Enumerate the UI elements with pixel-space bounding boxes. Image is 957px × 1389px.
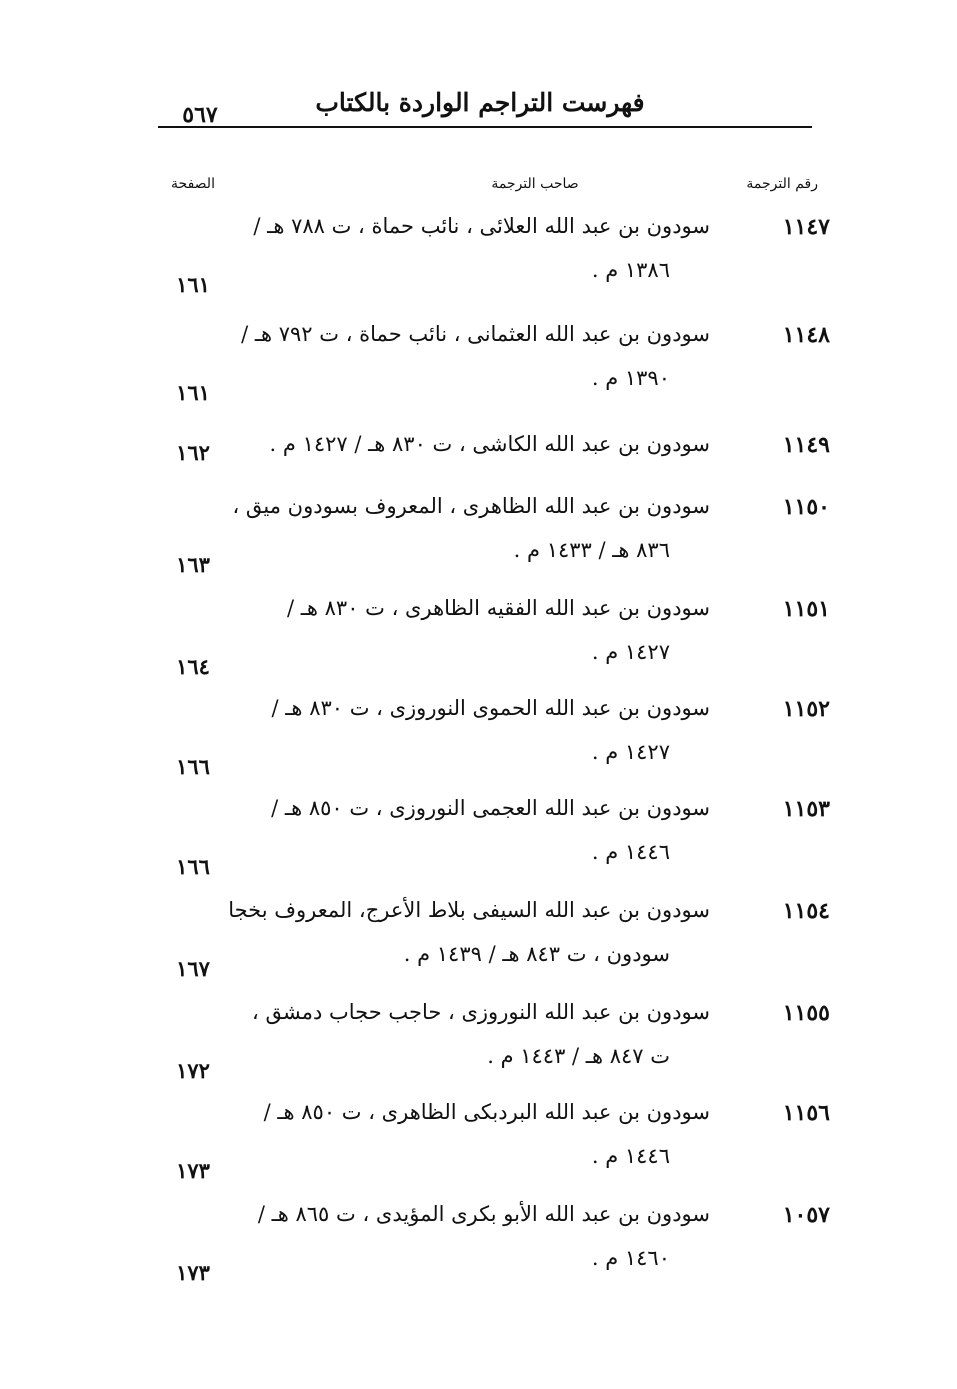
entry-name-line2: ١٤٤٦ م . <box>591 840 670 864</box>
entry-name-line2: ت ٨٤٧ هـ / ١٤٤٣ م . <box>487 1044 670 1068</box>
entry-name-line1: سودون بن عبد الله الظاهرى ، المعروف بسودون ميق ، <box>232 494 710 518</box>
entry-row <box>150 898 830 994</box>
entry-number: ١١٥٤ <box>782 898 830 924</box>
entry-number: ١١٥٠ <box>782 494 830 520</box>
entry-number: ١١٥٣ <box>782 796 830 822</box>
entry-name-line1: سودون بن عبد الله الحموى النوروزى ، ت ٨٣٠ هـ / <box>271 696 710 720</box>
entry-name-line1: سودون بن عبد الله الفقيه الظاهرى ، ت ٨٣٠ هـ / <box>286 596 710 620</box>
entry-page: ١٦٦ <box>176 754 210 779</box>
entry-page: ١٧٣ <box>176 1158 210 1183</box>
entry-page: ١٦١ <box>176 380 210 405</box>
entry-number: ١٠٥٧ <box>782 1202 830 1228</box>
entry-page: ١٦٧ <box>176 956 210 981</box>
entry-number: ١١٥٥ <box>782 1000 830 1026</box>
entry-name-line1: سودون بن عبد الله الأبو بكرى المؤيدى ، ت ٨٦٥ هـ / <box>257 1202 710 1226</box>
entry-name-line2: ٨٣٦ هـ / ١٤٣٣ م . <box>513 538 670 562</box>
entry-name-line1: سودون بن عبد الله النوروزى ، حاجب حجاب دمشق ، <box>252 1000 710 1024</box>
column-header-number: رقم الترجمة <box>746 176 818 192</box>
entry-page: ١٦٦ <box>176 854 210 879</box>
entry-name-line2: ١٤٤٦ م . <box>591 1144 670 1168</box>
entry-row <box>150 214 830 310</box>
entry-row <box>150 596 830 692</box>
entry-page: ١٧٣ <box>176 1260 210 1285</box>
entry-row <box>150 696 830 792</box>
entry-name-line1: سودون بن عبد الله الكاشى ، ت ٨٣٠ هـ / ١٤٢٧ م . <box>269 432 710 456</box>
entry-page: ١٦٣ <box>176 552 210 577</box>
entry-row <box>150 796 830 892</box>
column-header-page: الصفحة <box>171 176 215 192</box>
entry-row <box>150 1202 830 1298</box>
column-header-name: صاحب الترجمة <box>491 176 579 192</box>
entry-number: ١١٤٨ <box>782 322 830 348</box>
entry-name-line2: ١٣٩٠ م . <box>591 366 670 390</box>
page-number: ٥٦٧ <box>182 102 218 128</box>
entry-page: ١٦٢ <box>176 440 210 465</box>
entry-number: ١١٤٧ <box>782 214 830 240</box>
entry-page: ١٦١ <box>176 272 210 297</box>
entry-name-line2: ١٣٨٦ م . <box>591 258 670 282</box>
page-title: فهرست التراجم الواردة بالكتاب <box>315 88 645 117</box>
entry-row <box>150 322 830 418</box>
entry-number: ١١٥٦ <box>782 1100 830 1126</box>
entry-name-line1: سودون بن عبد الله العلائى ، نائب حماة ، ت ٧٨٨ هـ / <box>253 214 710 238</box>
entry-number: ١١٥١ <box>782 596 830 622</box>
entry-row <box>150 1100 830 1196</box>
entry-number: ١١٤٩ <box>782 432 830 458</box>
entry-page: ١٧٢ <box>176 1058 210 1083</box>
entry-name-line1: سودون بن عبد الله البردبكى الظاهرى ، ت ٨٥٠ هـ / <box>263 1100 710 1124</box>
entry-page: ١٦٤ <box>176 654 210 679</box>
entry-name-line1: سودون بن عبد الله السيفى بلاط الأعرج، المعروف بخجا <box>228 898 710 922</box>
entry-name-line2: سودون ، ت ٨٤٣ هـ / ١٤٣٩ م . <box>403 942 670 966</box>
entry-name-line2: ١٤٢٧ م . <box>591 740 670 764</box>
header-rule <box>158 126 812 128</box>
entry-name-line1: سودون بن عبد الله العثمانى ، نائب حماة ، ت ٧٩٢ هـ / <box>241 322 710 346</box>
entry-row <box>150 1000 830 1096</box>
entry-row <box>150 494 830 590</box>
entry-name-line1: سودون بن عبد الله العجمى النوروزى ، ت ٨٥٠ هـ / <box>271 796 710 820</box>
entry-number: ١١٥٢ <box>782 696 830 722</box>
entry-name-line2: ١٤٢٧ م . <box>591 640 670 664</box>
entry-name-line2: ١٤٦٠ م . <box>591 1246 670 1270</box>
